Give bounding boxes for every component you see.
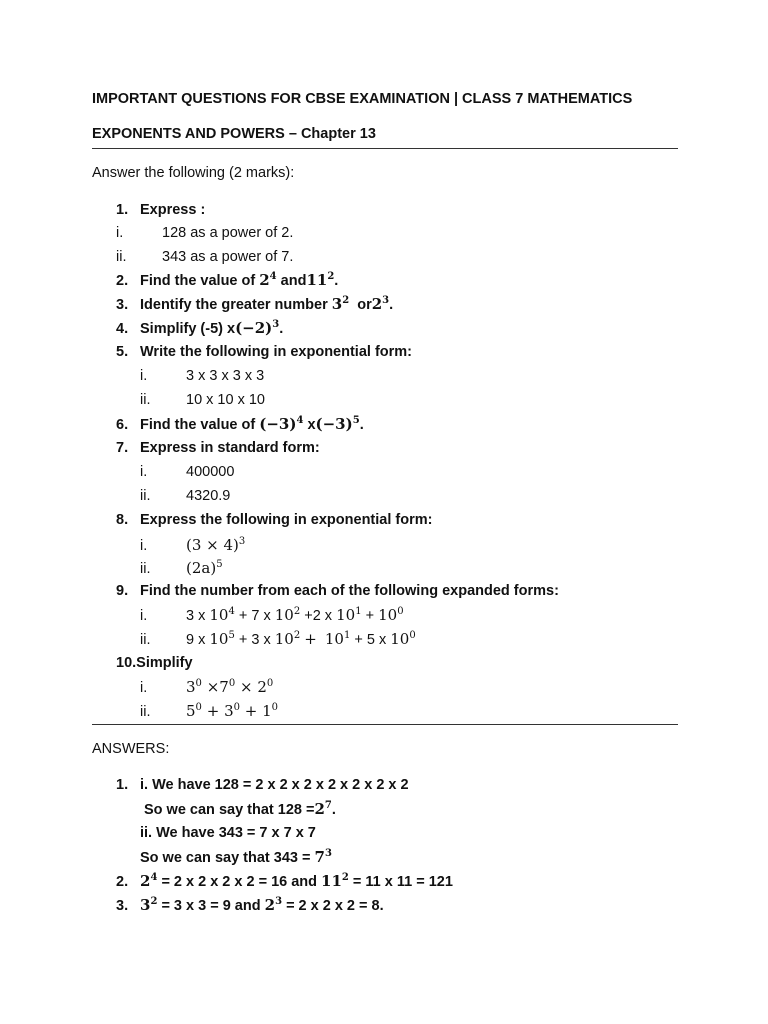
part-number: i.	[140, 464, 148, 480]
power-expression: $(-3)^4$	[259, 415, 304, 433]
part-text: 3 x 3 x 3 x 3	[186, 368, 265, 384]
question-text: Simplify (-5) x	[140, 321, 236, 337]
power-expression: $2^4$	[259, 271, 277, 289]
question-text: Identify the greater number	[140, 297, 328, 313]
part-text: 10 x 10 x 10	[186, 392, 265, 408]
answer-2: 2. $2^4 = 2$ x 2 x 2 x 2 = 16 and $11^2 = 11$ x 11 = 121	[116, 872, 453, 890]
question-number: 7.	[116, 440, 129, 456]
question-6: 6. Find the value of $(-3)^4$ $x(-3)^5$.	[116, 415, 364, 433]
power-expression: $(3 \times 4)^3$	[186, 536, 246, 554]
middle-divider	[92, 724, 678, 725]
power-expression: $3^0 \times 7^0 \times 2^0$	[186, 678, 274, 696]
question-7-part-ii	[140, 486, 230, 506]
question-text: Simplify	[136, 655, 193, 671]
part-number: ii.	[116, 249, 127, 265]
instruction-text: Answer the following (2 marks):	[92, 165, 295, 181]
power-expression: $3^2$	[331, 295, 350, 313]
question-number: 5.	[116, 344, 129, 360]
question-7	[116, 438, 320, 458]
question-number: 4.	[116, 321, 129, 337]
question-9	[116, 581, 559, 601]
part-number: ii.	[140, 488, 151, 504]
question-1-part-ii	[116, 247, 293, 267]
part-number: ii.	[140, 561, 151, 577]
question-4: 4. Simplify (-5) $x(-2)^3$.	[116, 319, 284, 337]
power-expression: $(-2)^3$	[235, 319, 280, 337]
power-expression: $5^0 + 3^0 + 1^0$	[186, 702, 279, 720]
answer-1-line-3: ii. We have 343 = 7 x 7 x 7	[140, 825, 316, 841]
question-9-part-i: i. 3 x $10^4 + 7$ x $10^2 +2$ x $10^1 + 10^0$	[140, 606, 404, 624]
question-9-part-ii: ii. 9 x $10^5 + 3$ x $10^2 + 10^1 + 5$ x $10^0$	[140, 630, 416, 648]
part-text: 128 as a power of 2.	[162, 225, 294, 241]
question-text: Find the number from each of the following expanded forms:	[140, 583, 559, 599]
question-number: 10.	[116, 655, 137, 671]
answer-1-line-1	[116, 775, 409, 795]
connector-text: and	[280, 273, 307, 289]
answer-1-line-2: So we can say that $128 =2^7$.	[144, 800, 336, 818]
connector-text: x	[307, 417, 316, 433]
part-number: i.	[140, 608, 148, 624]
answer-3: 3. $3^2 = 3$ x 3 = 9 and $2^3 = 2$ x 2 x 2 = 8.	[116, 896, 384, 914]
question-5	[116, 342, 412, 362]
top-divider	[92, 148, 678, 149]
question-1	[116, 200, 205, 220]
answer-number: 1.	[116, 777, 129, 793]
part-text: 400000	[186, 464, 235, 480]
connector-text: or	[357, 297, 372, 313]
question-3: 3. Identify the greater number $3^2$ $or2^3$.	[116, 295, 394, 313]
question-10	[116, 653, 193, 673]
power-expression: $11^2$	[306, 271, 335, 289]
question-number: 2.	[116, 273, 129, 289]
question-2: 2. Find the value of $2^4$ $and11^2$.	[116, 271, 339, 289]
question-8-part-i	[140, 535, 245, 556]
question-text: Find the value of	[140, 417, 256, 433]
question-8-part-ii	[140, 558, 223, 579]
part-number: ii.	[140, 704, 151, 720]
power-expression: $(-3)^5$	[315, 415, 360, 433]
question-text: Find the value of	[140, 273, 256, 289]
part-number: i.	[140, 368, 148, 384]
part-number: i.	[140, 680, 148, 696]
question-7-part-i	[140, 462, 234, 482]
question-number: 3.	[116, 297, 129, 313]
answer-1-line-4: So we can say that $343 = 7^3$	[140, 848, 332, 866]
chapter-heading: EXPONENTS AND POWERS – Chapter 13	[92, 126, 376, 142]
document-title: IMPORTANT QUESTIONS FOR CBSE EXAMINATION | CLASS 7 MATHEMATICS	[92, 91, 633, 107]
answers-heading: ANSWERS:	[92, 741, 170, 757]
question-number: 8.	[116, 512, 129, 528]
question-5-part-ii	[140, 390, 265, 410]
question-text: Express the following in exponential form:	[140, 512, 433, 528]
question-text: Express :	[140, 202, 206, 218]
question-1-part-i	[116, 223, 293, 243]
question-10-part-i	[140, 677, 273, 698]
question-number: 9.	[116, 583, 129, 599]
part-number: ii.	[140, 392, 151, 408]
part-number: i.	[140, 538, 148, 554]
part-text: 4320.9	[186, 488, 231, 504]
part-text: 343 as a power of 7.	[162, 249, 294, 265]
answer-number: 3.	[116, 898, 129, 914]
question-10-part-ii	[140, 701, 278, 722]
question-8	[116, 510, 432, 530]
part-number: ii.	[140, 632, 151, 648]
power-expression: $(2a)^5$	[186, 559, 223, 577]
question-5-part-i	[140, 366, 264, 386]
power-expression: $2^3$	[371, 295, 390, 313]
question-number: 6.	[116, 417, 129, 433]
part-number: i.	[116, 225, 124, 241]
question-text: Express in standard form:	[140, 440, 320, 456]
question-text: Write the following in exponential form:	[140, 344, 413, 360]
question-number: 1.	[116, 202, 129, 218]
answer-text: i. We have 128 = 2 x 2 x 2 x 2 x 2 x 2 x 2	[140, 777, 409, 793]
answer-number: 2.	[116, 874, 129, 890]
